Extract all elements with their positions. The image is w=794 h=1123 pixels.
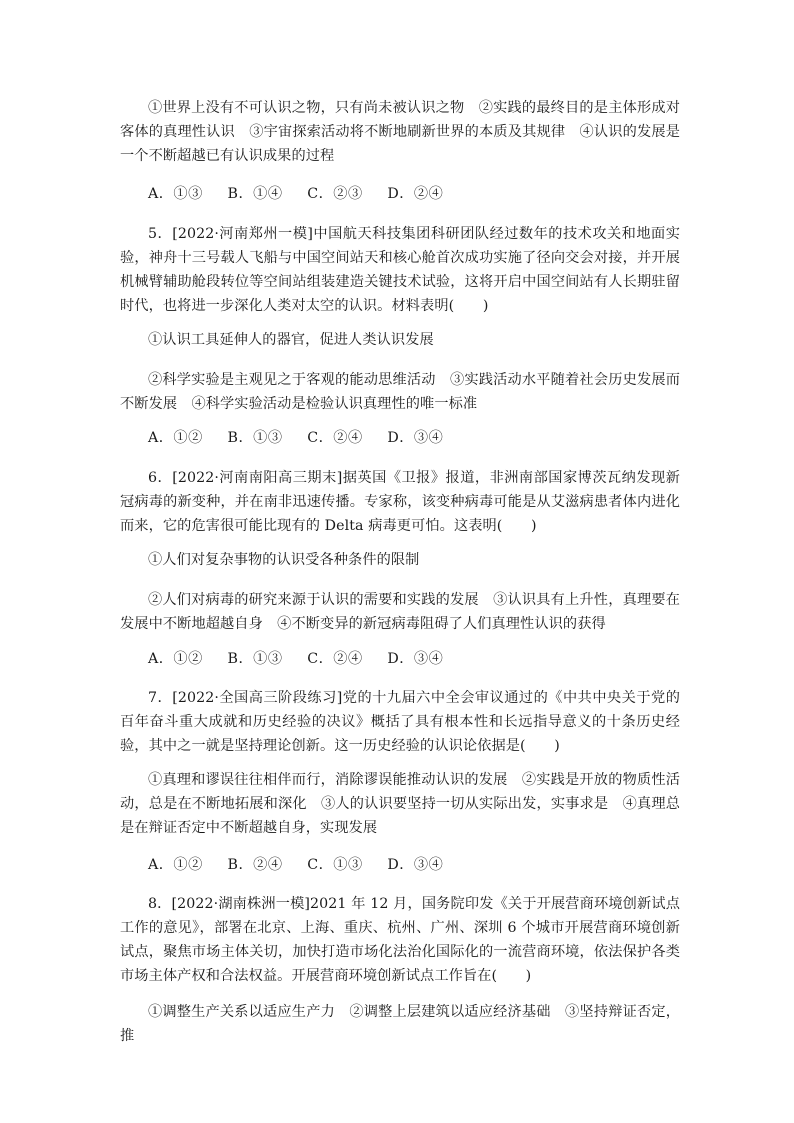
options-text-q4: ①世界上没有不可认识之物，只有尚未被认识之物 ②实践的最终目的是主体形成对客体的真理性认识 ③宇宙探索活动将不断地刷新世界的本质及其规律 ④认识的发展是一个不断超越已有认识成果的过程 (120, 100, 680, 164)
question-5: 5．[2022·河南郑州一模]中国航天科技集团科研团队经过数年的技术攻关和地面实验，神舟十三号载人飞船与中国空间站天和核心舱首次成功实施了径向交会对接，并开展机械臂辅助舱段转位等空间站组装建造关键技术试验，这将开启中国空间站有人长期驻留时代，也将进一步深化人类对太空的认识。材料表明( ) (120, 226, 680, 314)
question-6: 6．[2022·河南南阳高三期末]据英国《卫报》报道，非洲南部国家博茨瓦纳发现新冠病毒的新变种，并在南非迅速传播。专家称，该变种病毒可能是从艾滋病患者体内进化而来，它的危害很可能比现有的 Delta 病毒更可怕。这表明( ) (120, 470, 680, 534)
option-line-q6-1: ①人们对复杂事物的认识受各种条件的限制 (148, 552, 420, 568)
option-line-q7: ①真理和谬误往往相伴而行，消除谬误能推动认识的发展 ②实践是开放的物质性活动，总是在不断地拓展和深化 ③人的认识要坚持一切从实际出发，实事求是 ④真理总是在辩证否定中不断超越自身，实现发展 (120, 772, 680, 836)
answer-choices-q5: A．①② B．①③ C．②④ D．③④ (148, 430, 444, 446)
answer-choices-q4: A．①③ B．①④ C．②③ D．②④ (148, 186, 444, 202)
option-line-q5-2: ②科学实验是主观见之于客观的能动思维活动 ③实践活动水平随着社会历史发展而不断发展 ④科学实验活动是检验认识真理性的唯一标准 (120, 372, 680, 412)
question-7: 7．[2022·全国高三阶段练习]党的十九届六中全会审议通过的《中共中央关于党的百年奋斗重大成就和历史经验的决议》概括了具有根本性和长远指导意义的十条历史经验，其中之一就是坚持理论创新。这一历史经验的认识论依据是( ) (120, 690, 680, 754)
option-line-q5-1: ①认识工具延伸人的器官，促进人类认识发展 (148, 332, 434, 348)
option-line-q8: ①调整生产关系以适应生产力 ②调整上层建筑以适应经济基础 ③坚持辩证否定，推 (120, 1004, 680, 1044)
answer-choices-q7: A．①② B．②④ C．①③ D．③④ (148, 857, 444, 873)
question-8: 8．[2022·湖南株洲一模]2021 年 12 月，国务院印发《关于开展营商环境创新试点工作的意见》，部署在北京、上海、重庆、杭州、广州、深圳 6 个城市开展营商环境创新试点，聚焦市场主体关切，加快打造市场化法治化国际化的一流营商环境，依法保护各类市场主体产权和合法权益。开展营商环境创新试点工作旨在( ) (120, 896, 680, 984)
answer-choices-q6: A．①② B．①③ C．②④ D．③④ (148, 651, 444, 667)
option-line-q6-2: ②人们对病毒的研究来源于认识的需要和实践的发展 ③认识具有上升性，真理要在发展中不断地超越自身 ④不断变异的新冠病毒阻碍了人们真理性认识的获得 (120, 592, 680, 632)
